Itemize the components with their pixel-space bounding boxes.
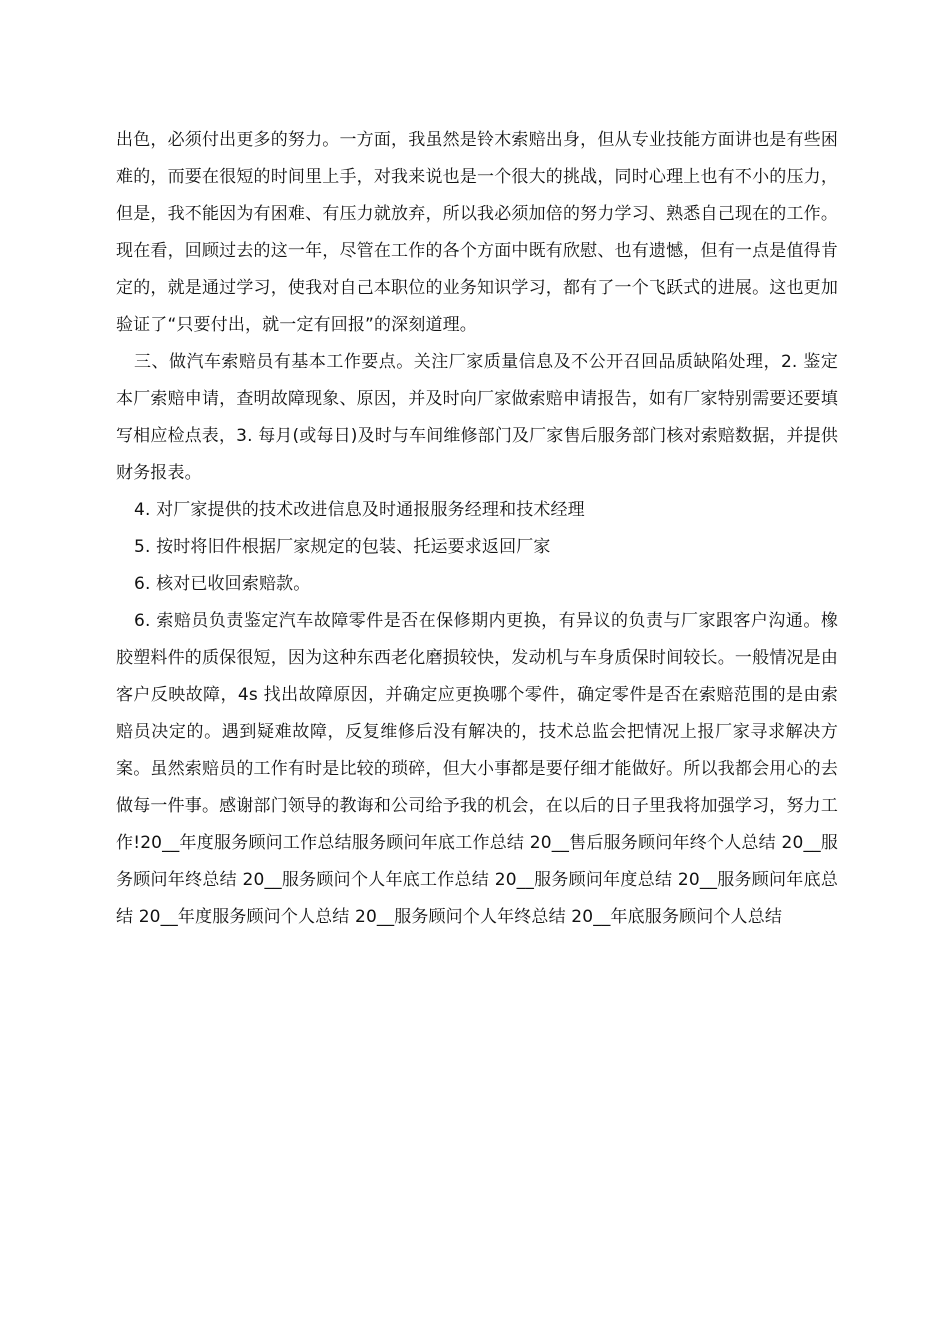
list-item-4: 4. 对厂家提供的技术改进信息及时通报服务经理和技术经理 <box>134 500 585 520</box>
paragraph-claims-duties: 三、做汽车索赔员有基本工作要点。关注厂家质量信息及不公开召回品质缺陷处理，2. 鉴定本厂索赔申请，查明故障现象、原因，并及时向厂家做索赔申请报告，如有厂家特别需要还要填写相应检点表，3. 每月(或每日)及时与车间维修部门及厂家售后服务部门核对索赔数据，并提供财务报表。 <box>116 352 838 483</box>
document-body <box>116 122 838 936</box>
list-item-5: 5. 按时将旧件根据厂家规定的包装、托运要求返回厂家 <box>134 537 551 557</box>
paragraph-claims-responsibility: 6. 索赔员负责鉴定汽车故障零件是否在保修期内更换，有异议的负责与厂家跟客户沟通。橡胶塑料件的质保很短，因为这种东西老化磨损较快，发动机与车身质保时间较长。一般情况是由客户反映故障，4s 找出故障原因，并确定应更换哪个零件，确定零件是否在索赔范围的是由索赔员决定的。遇到疑难故障，反复维修后没有解决的，技术总监会把情况上报厂家寻求解决方案。虽然索赔员的工作有时是比较的琐碎，但大小事都是要仔细才能做好。所以我都会用心的去做每一件事。感谢部门领导的教诲和公司给予我的机会，在以后的日子里我将加强学习，努力工作!20__年度服务顾问工作总结服务顾问年底工作总结 20__售后服务顾问年终个人总结 20__服务顾问年终总结 20__服务顾问个人年底工作总结 20__服务顾问年度总结 20__服务顾问年底总结 20__年度服务顾问个人总结 20__服务顾问个人年终总结 20__年底服务顾问个人总结 <box>116 611 838 927</box>
list-item-6: 6. 核对已收回索赔款。 <box>134 574 311 594</box>
paragraph-reflection: 出色，必须付出更多的努力。一方面，我虽然是铃木索赔出身，但从专业技能方面讲也是有些困难的，而要在很短的时间里上手，对我来说也是一个很大的挑战，同时心理上也有不小的压力，但是，我不能因为有困难、有压力就放弃，所以我必须加倍的努力学习、熟悉自己现在的工作。现在看，回顾过去的这一年，尽管在工作的各个方面中既有欣慰、也有遗憾，但有一点是值得肯定的，就是通过学习，使我对自己本职位的业务知识学习，都有了一个飞跃式的进展。这也更加验证了“只要付出，就一定有回报”的深刻道理。 <box>116 130 838 335</box>
